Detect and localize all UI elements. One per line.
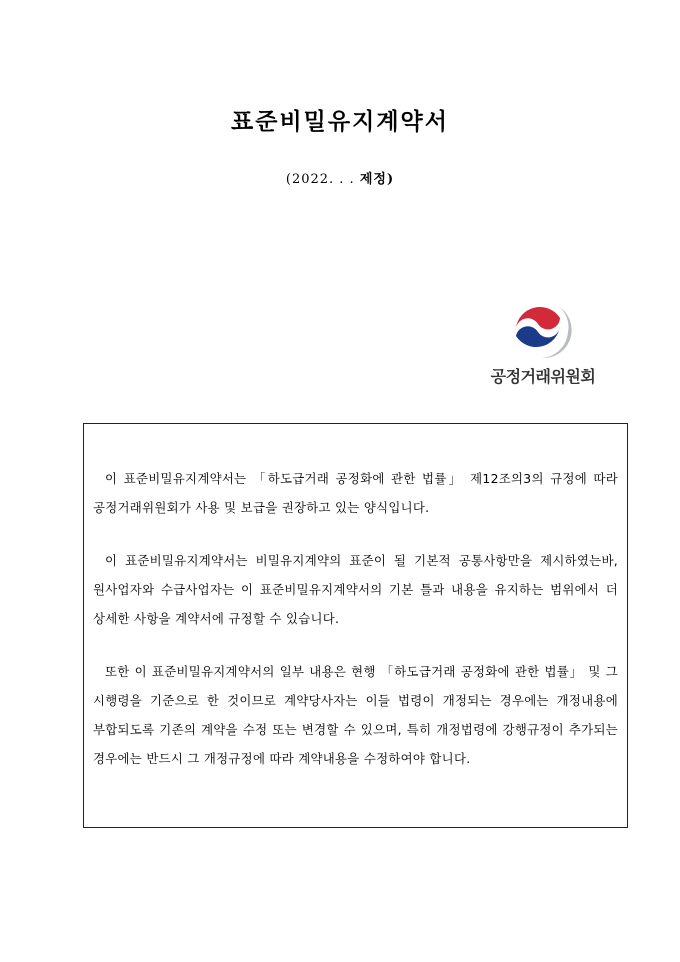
notice-paragraph-1: 이 표준비밀유지계약서는 「하도급거래 공정화에 관한 법률」 제12조의3의 규정에 따라 공정거래위원회가 사용 및 보급을 권장하고 있는 양식입니다. [93, 471, 618, 515]
notice-paragraph-3: 또한 이 표준비밀유지계약서의 일부 내용은 현행 「하도급거래 공정화에 관한 법률」 및 그 시행령을 기준으로 한 것이므로 계약당사자는 이들 법령이 개정되는 경우에는 개정내용에 부합되도록 기존의 계약을 수정 또는 변경할 수 있으며, 특히 개정법령에 강행규정이 추가되는 경우에는 반드시 그 개정규정에 따라 계약내용을 수정하여야 합니다. [93, 664, 618, 766]
notice-box [83, 423, 628, 828]
taegeuk-red-arc [516, 307, 560, 329]
org-name: 공정거래위원회 [490, 367, 596, 386]
taegeuk-blue-arc [516, 326, 560, 347]
notice-paragraph-2: 이 표준비밀유지계약서는 비밀유지계약의 표준이 될 기본적 공통사항만을 제시하였는바, 원사업자와 수급사업자는 이 표준비밀유지계약서의 기본 틀과 내용을 유지하는 범위에서 더 상세한 사항을 계약서에 규정할 수 있습니다. [93, 553, 618, 626]
enactment-date [0, 168, 680, 187]
enactment-date-suffix: 제정) [359, 172, 395, 187]
document-title: 표준비밀유지계약서 [231, 108, 449, 135]
taegeuk-icon [512, 300, 572, 360]
enactment-date-prefix: (2022. . . [285, 172, 355, 187]
